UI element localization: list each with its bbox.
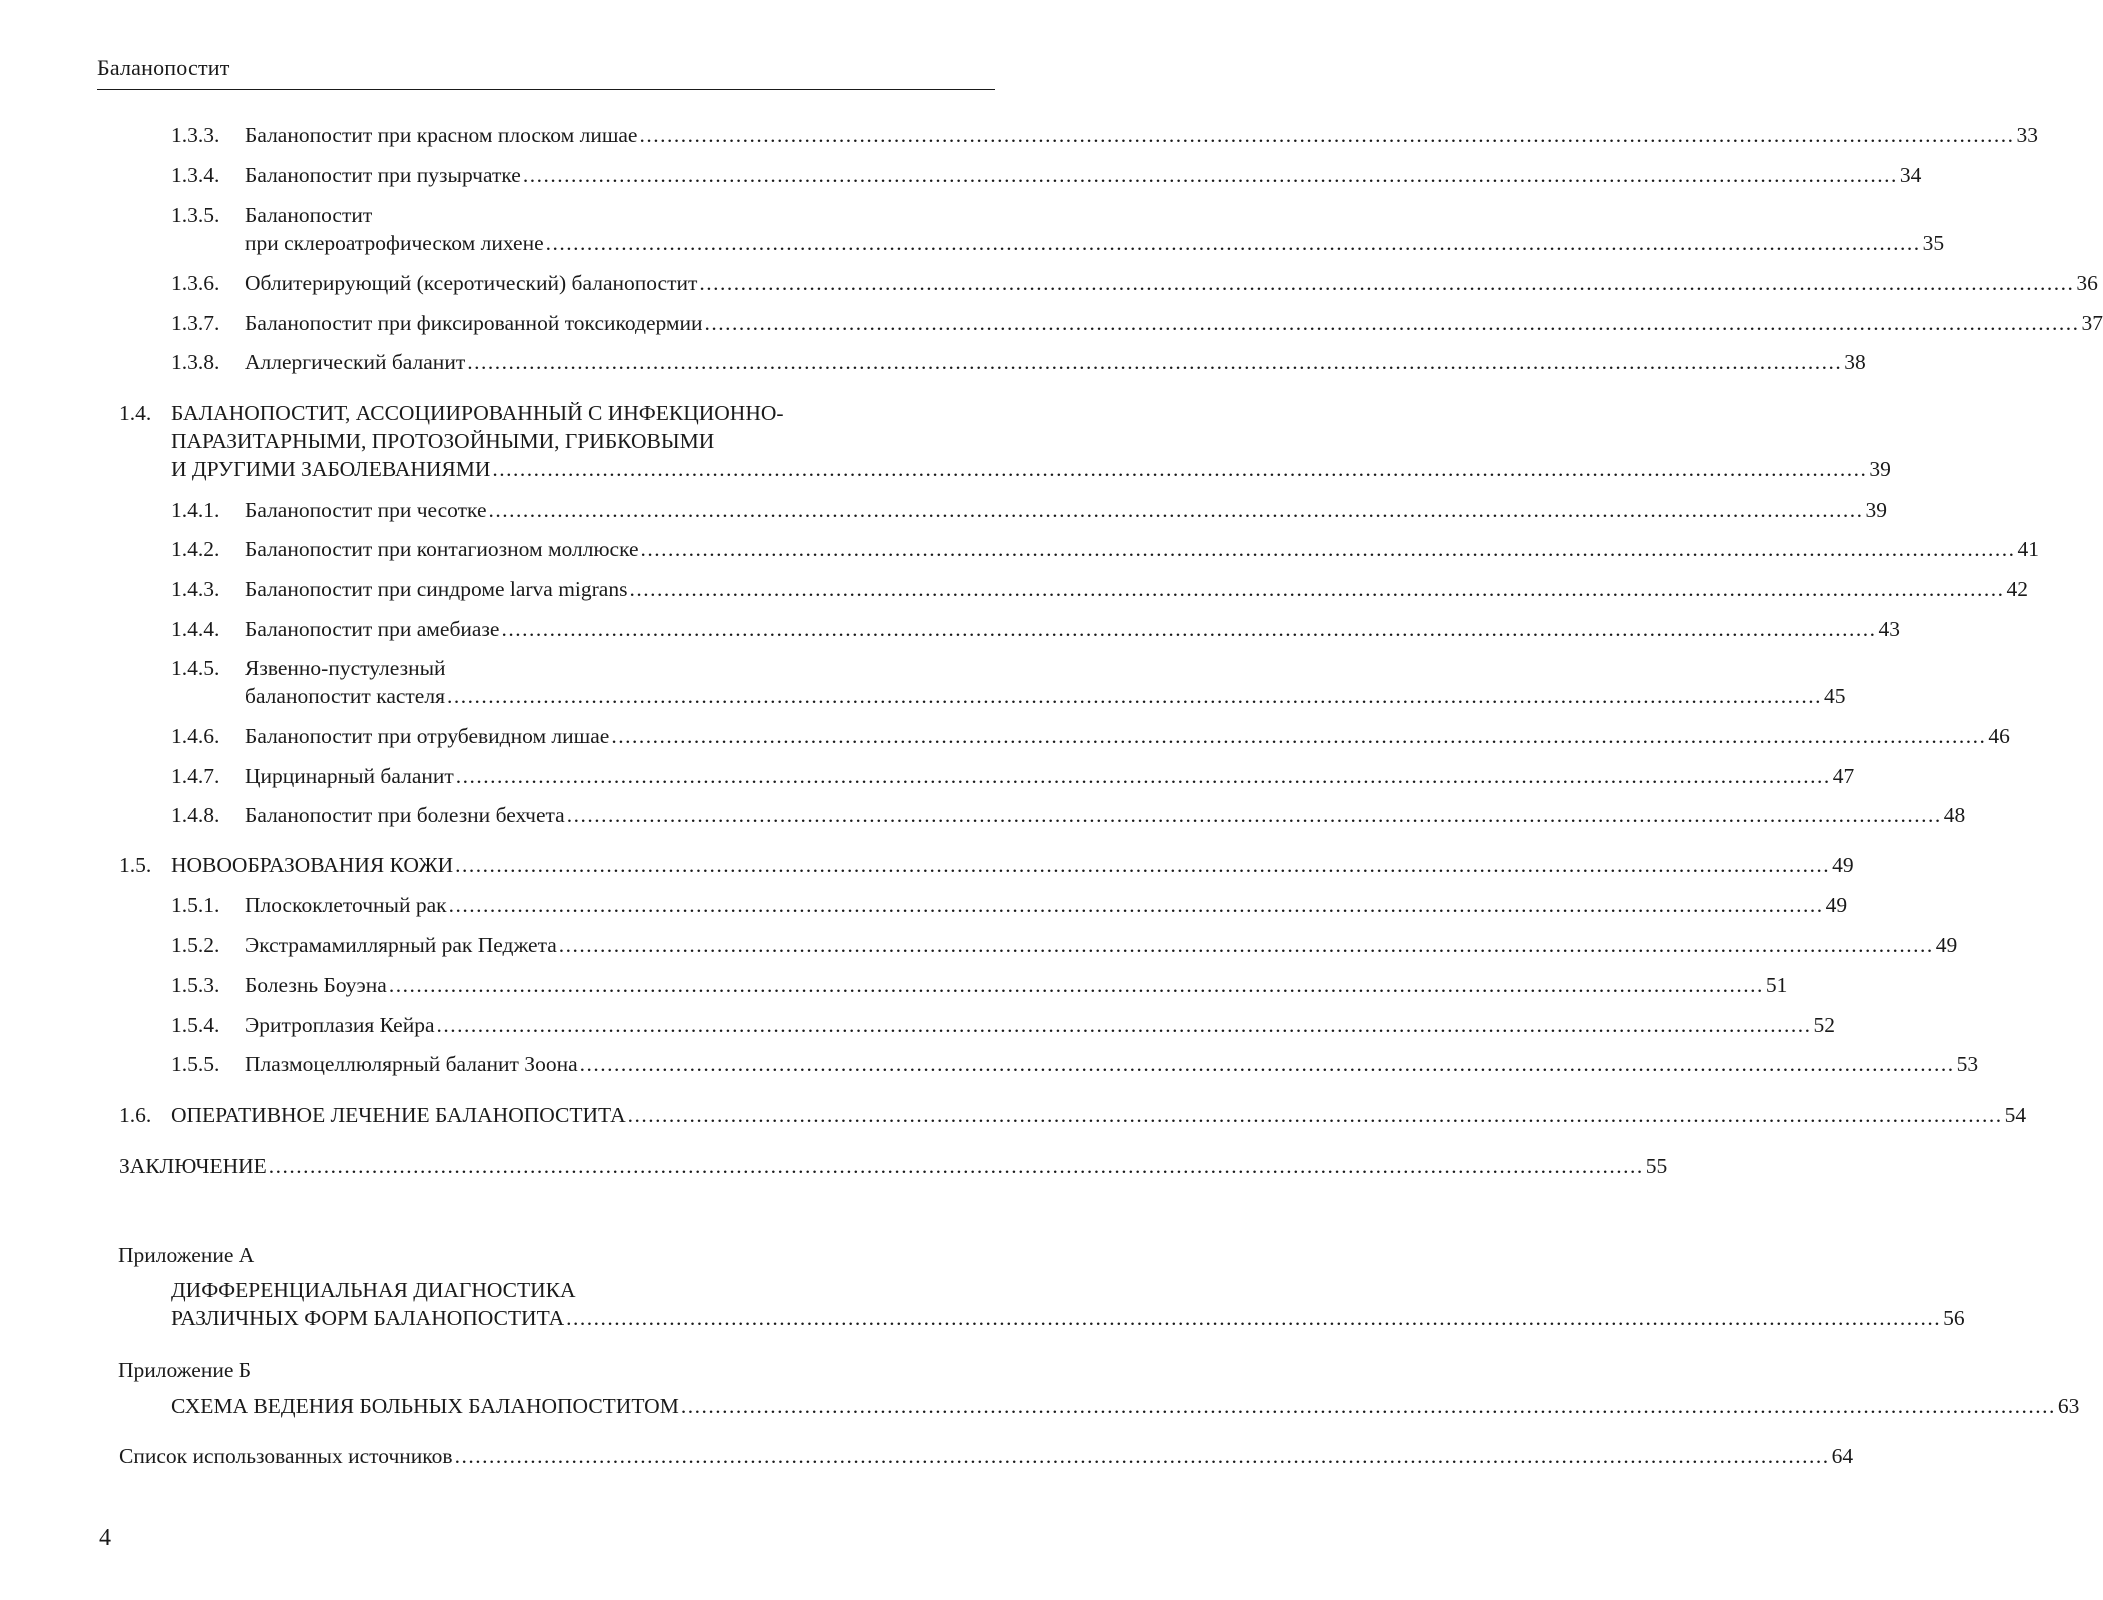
dot-leader: ........................................................................................................................................................................................................ <box>522 163 1898 187</box>
toc-entry-number: 1.3.8. <box>171 350 220 374</box>
running-head: Баланопостит <box>97 55 230 80</box>
toc-entry-leader-row <box>171 455 1891 484</box>
toc-entry-title-line: Облитерирующий (ксеротический) баланопостит <box>245 271 698 295</box>
toc-entry-title-line: Плазмоцеллюлярный баланит Зоона <box>245 1052 578 1076</box>
toc-entry-page: 55 <box>1645 1154 1668 1178</box>
toc-entry-leader-row <box>245 496 1887 525</box>
dot-leader: ........................................................................................................................................................................................................ <box>640 537 2016 561</box>
toc-entry-number: 1.4.2. <box>171 537 220 561</box>
toc-entry-title-line: СХЕМА ВЕДЕНИЯ БОЛЬНЫХ БАЛАНОПОСТИТОМ <box>171 1394 679 1418</box>
toc-entry-leader-row <box>245 615 1900 644</box>
toc-entry-leader-row <box>245 1050 1979 1079</box>
dot-leader: ........................................................................................................................................................................................................ <box>436 1013 1812 1037</box>
toc-entry-page: 49 <box>1825 893 1848 917</box>
toc-entry-number: 1.3.7. <box>171 311 220 335</box>
dot-leader: ........................................................................................................................................................................................................ <box>455 764 1831 788</box>
dot-leader: ........................................................................................................................................................................................................ <box>448 893 1824 917</box>
toc-entry-page: 52 <box>1813 1013 1836 1037</box>
dot-leader: ........................................................................................................................................................................................................ <box>446 684 1822 708</box>
appendix-a-label: Приложение А <box>118 1243 255 1267</box>
toc-entry-page: 49 <box>1832 853 1854 877</box>
toc-entry-leader-row <box>245 575 2028 604</box>
toc-entry-title-line: Баланопостит <box>245 203 373 227</box>
toc-entry-title-line: Баланопостит при болезни бехчета <box>245 803 565 827</box>
toc-entry-title-line: Цирцинарный баланит <box>245 764 454 788</box>
toc-entry-number: 1.3.3. <box>171 123 220 147</box>
toc-entry-title-line: Баланопостит при чесотке <box>245 498 487 522</box>
toc-entry-page: 33 <box>2016 123 2038 147</box>
toc-entry-number: 1.3.4. <box>171 163 220 187</box>
toc-entry-title-line: РАЗЛИЧНЫХ ФОРМ БАЛАНОПОСТИТА <box>171 1306 565 1330</box>
toc-entry-page: 46 <box>1988 724 2010 748</box>
toc-entry-title-line: Баланопостит при красном плоском лишае <box>245 123 638 147</box>
toc-entry-number: 1.6. <box>119 1103 152 1127</box>
toc-entry-leader-row <box>119 1152 1668 1181</box>
dot-leader: ........................................................................................................................................................................................................ <box>545 231 1921 255</box>
dot-leader: ........................................................................................................................................................................................................ <box>611 724 1987 748</box>
toc-entry-leader-row <box>171 1392 2080 1421</box>
toc-entry-page: 53 <box>1956 1052 1979 1076</box>
toc-entry-page: 54 <box>2004 1103 2027 1127</box>
toc-entry-page: 41 <box>2017 537 2040 561</box>
toc-entry-title-line: БАЛАНОПОСТИТ, АССОЦИИРОВАННЫЙ С ИНФЕКЦИОННО- <box>171 401 784 425</box>
toc-entry-leader-row <box>171 1101 2027 1130</box>
dot-leader: ........................................................................................................................................................................................................ <box>492 457 1868 481</box>
toc-entry-leader-row <box>171 1304 1965 1333</box>
toc-entry-number: 1.4.4. <box>171 617 220 641</box>
toc-entry-leader-row <box>245 348 1866 377</box>
toc-entry-page: 38 <box>1844 350 1866 374</box>
toc-entry-title-line: Язвенно-пустулезный <box>245 656 446 680</box>
toc-entry-title-line: Баланопостит при фиксированной токсикодермии <box>245 311 703 335</box>
toc-entry-page: 43 <box>1878 617 1900 641</box>
dot-leader: ........................................................................................................................................................................................................ <box>388 973 1764 997</box>
dot-leader: ........................................................................................................................................................................................................ <box>488 498 1864 522</box>
dot-leader: ........................................................................................................................................................................................................ <box>501 617 1877 641</box>
toc-entry-number: 1.5.2. <box>171 933 220 957</box>
toc-entry-title-line: Список использованных источников <box>119 1444 453 1468</box>
toc-entry-number: 1.5. <box>119 853 152 877</box>
toc-entry-page: 49 <box>1935 933 1958 957</box>
appendix-b-label: Приложение Б <box>118 1358 252 1382</box>
toc-entry-title-line: при склероатрофическом лихене <box>245 231 544 255</box>
toc-entry-leader-row <box>119 1442 1854 1471</box>
toc-entry-number: 1.4.7. <box>171 764 220 788</box>
dot-leader: ........................................................................................................................................................................................................ <box>704 311 2080 335</box>
toc-entry-leader-row <box>245 121 2038 150</box>
toc-entry-number: 1.4.1. <box>171 498 220 522</box>
toc-entry-number: 1.4.3. <box>171 577 220 601</box>
toc-entry-title-line: Аллергический баланит <box>245 350 466 374</box>
toc-entry-page: 64 <box>1831 1444 1854 1468</box>
toc-entry-title-line: И ДРУГИМИ ЗАБОЛЕВАНИЯМИ <box>171 457 491 481</box>
toc-entry-page: 45 <box>1823 684 1846 708</box>
toc-entry-leader-row <box>245 931 1958 960</box>
toc-entry-leader-row <box>245 535 2040 564</box>
toc-entry-leader-row <box>245 762 1855 791</box>
toc-entry-number: 1.5.1. <box>171 893 220 917</box>
toc-entry-leader-row <box>171 851 1854 880</box>
dot-leader: ........................................................................................................................................................................................................ <box>699 271 2075 295</box>
dot-leader: ........................................................................................................................................................................................................ <box>579 1052 1955 1076</box>
toc-entry-leader-row <box>245 682 1846 711</box>
toc-entry-title-line: Эритроплазия Кейра <box>245 1013 435 1037</box>
toc-entry-page: 34 <box>1899 163 1922 187</box>
toc-entry-title-line: ПАРАЗИТАРНЫМИ, ПРОТОЗОЙНЫМИ, ГРИБКОВЫМИ <box>171 429 715 453</box>
toc-entry-title-line: НОВООБРАЗОВАНИЯ КОЖИ <box>171 853 454 877</box>
page-number: 4 <box>99 1525 111 1551</box>
toc-entry-leader-row <box>245 1011 1836 1040</box>
toc-entry-page: 39 <box>1865 498 1887 522</box>
toc-entry-number: 1.3.5. <box>171 203 220 227</box>
toc-entry-title-line: Баланопостит при отрубевидном лишае <box>245 724 610 748</box>
toc-entry-page: 63 <box>2057 1394 2080 1418</box>
toc-entry-leader-row <box>245 309 2103 338</box>
toc-entry-leader-row <box>245 801 1966 830</box>
toc-entry-leader-row <box>245 161 1922 190</box>
toc-entry-title-line: Баланопостит при пузырчатке <box>245 163 521 187</box>
dot-leader: ........................................................................................................................................................................................................ <box>268 1154 1644 1178</box>
toc-entry-number: 1.4. <box>119 401 152 425</box>
dot-leader: ........................................................................................................................................................................................................ <box>627 1103 2003 1127</box>
toc-entry-number: 1.5.4. <box>171 1013 220 1037</box>
toc-entry-number: 1.3.6. <box>171 271 220 295</box>
toc-entry-number: 1.5.3. <box>171 973 220 997</box>
toc-entry-page: 35 <box>1922 231 1945 255</box>
dot-leader: ........................................................................................................................................................................................................ <box>566 803 1942 827</box>
toc-entry-title-line: ДИФФЕРЕНЦИАЛЬНАЯ ДИАГНОСТИКА <box>171 1278 576 1302</box>
toc-entry-page: 37 <box>2081 311 2103 335</box>
toc-entry-number: 1.4.5. <box>171 656 220 680</box>
dot-leader: ........................................................................................................................................................................................................ <box>639 123 2015 147</box>
toc-entry-page: 47 <box>1832 764 1855 788</box>
toc-entry-leader-row <box>245 722 2010 751</box>
toc-entry-page: 48 <box>1943 803 1966 827</box>
dot-leader: ........................................................................................................................................................................................................ <box>467 350 1843 374</box>
toc-entry-title-line: Баланопостит при амебиазе <box>245 617 500 641</box>
dot-leader: ........................................................................................................................................................................................................ <box>566 1306 1942 1330</box>
toc-entry-leader-row <box>245 229 1945 258</box>
dot-leader: ........................................................................................................................................................................................................ <box>680 1394 2056 1418</box>
toc-entry-page: 39 <box>1869 457 1891 481</box>
toc-entry-leader-row <box>245 971 1788 1000</box>
toc-entry-number: 1.4.8. <box>171 803 220 827</box>
toc-entry-title-line: Экстрамамиллярный рак Педжета <box>245 933 557 957</box>
toc-entry-title-line: Плоскоклеточный рак <box>245 893 447 917</box>
dot-leader: ........................................................................................................................................................................................................ <box>455 853 1831 877</box>
toc-entry-page: 36 <box>2076 271 2098 295</box>
toc-entry-title-line: Баланопостит при контагиозном моллюске <box>245 537 639 561</box>
toc-entry-title-line: ЗАКЛЮЧЕНИЕ <box>119 1154 267 1178</box>
toc-entry-page: 51 <box>1765 973 1788 997</box>
toc-entry-title-line: баланопостит кастеля <box>245 684 445 708</box>
toc-entry-page: 56 <box>1943 1306 1965 1330</box>
toc-entry-number: 1.5.5. <box>171 1052 220 1076</box>
toc-entry-number: 1.4.6. <box>171 724 220 748</box>
toc-entry-leader-row <box>245 269 2098 298</box>
toc-entry-page: 42 <box>2006 577 2028 601</box>
toc-entry-title-line: Болезнь Боуэна <box>245 973 387 997</box>
dot-leader: ........................................................................................................................................................................................................ <box>454 1444 1830 1468</box>
dot-leader: ........................................................................................................................................................................................................ <box>629 577 2005 601</box>
toc-entry-leader-row <box>245 891 1848 920</box>
toc-entry-title-line: Баланопостит при синдроме larva migrans <box>245 577 628 601</box>
toc-entry-title-line: ОПЕРАТИВНОЕ ЛЕЧЕНИЕ БАЛАНОПОСТИТА <box>171 1103 626 1127</box>
dot-leader: ........................................................................................................................................................................................................ <box>558 933 1934 957</box>
